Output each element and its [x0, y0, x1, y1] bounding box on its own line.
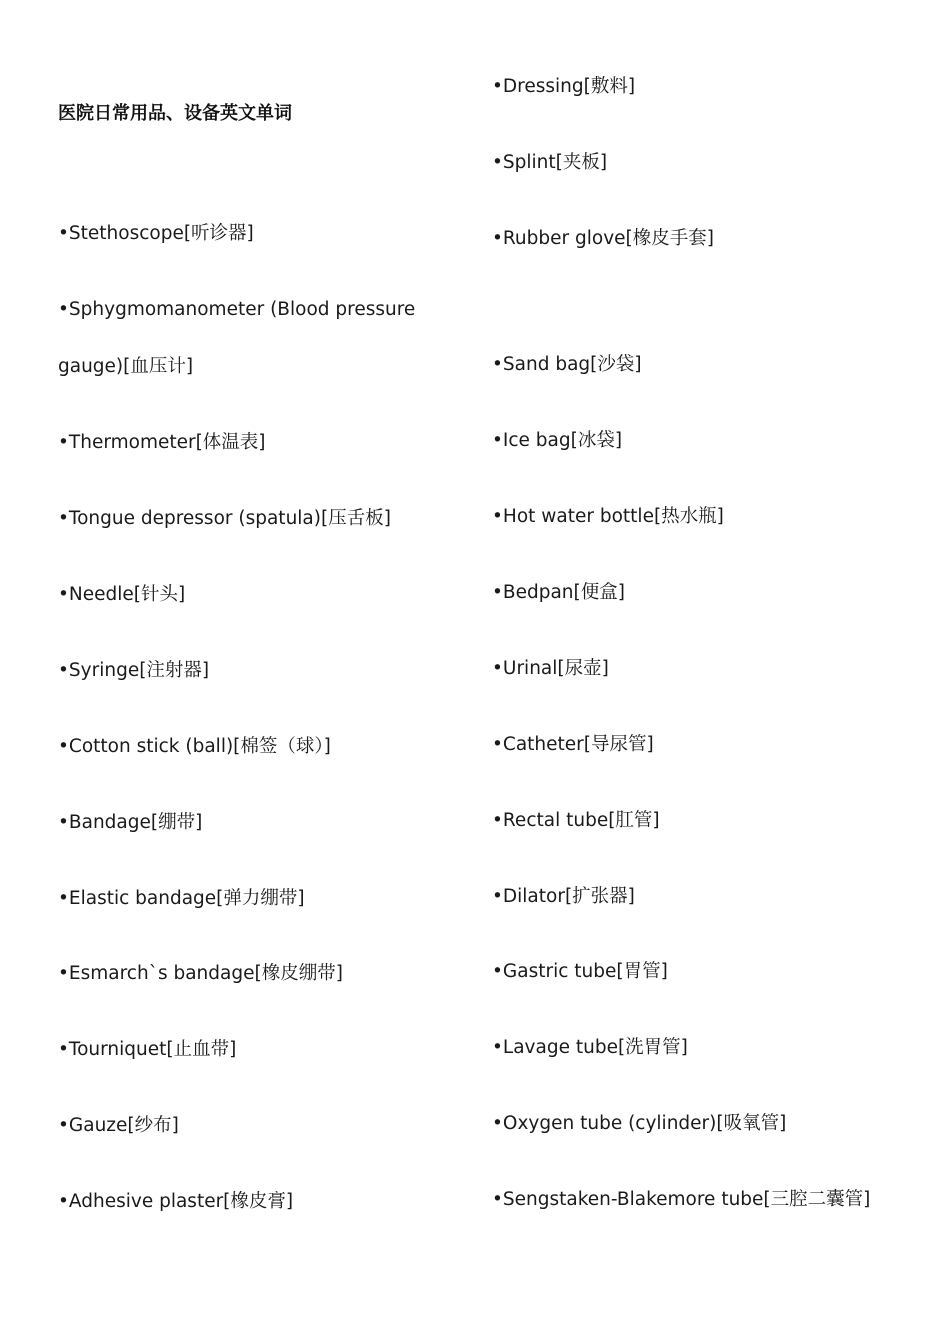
list-item-rectal-tube: •Rectal tube[肛管] — [492, 810, 660, 831]
list-item-rubber-glove: •Rubber glove[橡皮手套] — [492, 228, 714, 249]
list-item-dilator: •Dilator[扩张器] — [492, 886, 635, 907]
list-item-oxygen-tube: •Oxygen tube (cylinder)[吸氧管] — [492, 1113, 787, 1134]
list-item-sphygmomanometer-continued: gauge)[血压计] — [58, 356, 194, 377]
list-item-tongue-depressor: •Tongue depressor (spatula)[压舌板] — [58, 508, 391, 529]
list-item-elastic-bandage: •Elastic bandage[弹力绷带] — [58, 888, 305, 909]
list-item-dressing: •Dressing[敷料] — [492, 76, 636, 97]
list-item-gastric-tube: •Gastric tube[胃管] — [492, 961, 668, 982]
list-item-lavage-tube: •Lavage tube[洗胃管] — [492, 1037, 688, 1058]
list-item-thermometer: •Thermometer[体温表] — [58, 432, 266, 453]
list-item-ice-bag: •Ice bag[冰袋] — [492, 430, 623, 451]
list-item-adhesive-plaster: •Adhesive plaster[橡皮膏] — [58, 1191, 294, 1212]
list-item-sphygmomanometer: •Sphygmomanometer (Blood pressure — [58, 299, 416, 320]
list-item-bandage: •Bandage[绷带] — [58, 812, 203, 833]
list-item-tourniquet: •Tourniquet[止血带] — [58, 1039, 237, 1060]
list-item-sengstaken-blakemore-tube: •Sengstaken-Blakemore tube[三腔二囊管] — [492, 1189, 871, 1210]
list-item-cotton-stick: •Cotton stick (ball)[棉签（球）] — [58, 736, 331, 757]
list-item-urinal: •Urinal[尿壶] — [492, 658, 609, 679]
document-title: 医院日常用品、设备英文单词 — [58, 103, 292, 124]
list-item-needle: •Needle[针头] — [58, 584, 186, 605]
list-item-hot-water-bottle: •Hot water bottle[热水瓶] — [492, 506, 724, 527]
list-item-sand-bag: •Sand bag[沙袋] — [492, 354, 642, 375]
list-item-bedpan: •Bedpan[便盒] — [492, 582, 625, 603]
list-item-syringe: •Syringe[注射器] — [58, 660, 210, 681]
list-item-gauze: •Gauze[纱布] — [58, 1115, 179, 1136]
list-item-esmarch-bandage: •Esmarch`s bandage[橡皮绷带] — [58, 963, 343, 984]
list-item-stethoscope: •Stethoscope[听诊器] — [58, 223, 254, 244]
list-item-splint: •Splint[夹板] — [492, 152, 608, 173]
list-item-catheter: •Catheter[导尿管] — [492, 734, 654, 755]
